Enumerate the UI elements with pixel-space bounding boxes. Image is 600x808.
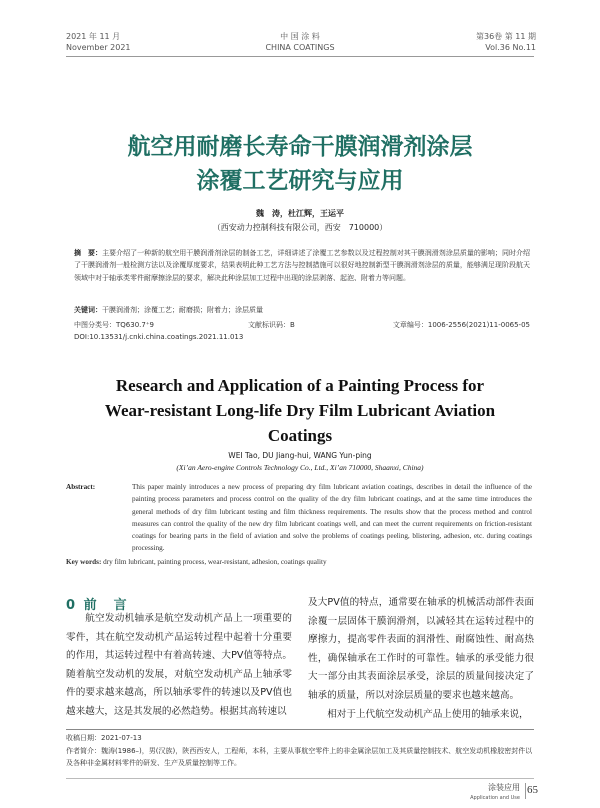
footer-divider (66, 778, 534, 779)
footer-section-brand (470, 783, 520, 803)
header-date-en: November 2021 (66, 43, 131, 52)
cn-affiliation: （西安动力控制科技有限公司，西安 710000） (212, 223, 388, 232)
en-keywords (66, 558, 532, 566)
page-number: 65 (527, 784, 538, 796)
header-journal-cn: 中 国 涂 料 (280, 32, 320, 41)
body-paragraph: 相对于上代航空发动机产品上使用的轴承来说， (327, 708, 529, 720)
cn-title-line2: 涂覆工艺研究与应用 (196, 168, 404, 194)
en-abstract (66, 481, 532, 555)
footer-brand-en: Application and Use (470, 795, 520, 801)
clc-number: 中图分类号：TQ630.7⁺9 (74, 321, 154, 329)
footer-separator (525, 783, 526, 799)
en-keywords-text: dry film lubricant, painting process, wear-resistant, adhesion, coatings quality (103, 558, 327, 566)
cn-abstract-label: 摘 要： (74, 249, 103, 257)
cn-abstract-text: 主要介绍了一种新的航空用干膜润滑剂涂层的制备工艺，详细讲述了涂覆工艺参数以及过程控制对其干膜润滑剂涂层质量的影响；同时介绍了干膜润滑剂一般检测方法以及涂覆厚度要求，结果表明此种工艺方法与控制措施可以很好地控制新型干膜润滑剂涂层的质量，能够满足现阶段航天领域中对于轴承类零件耐摩擦涂层的要求，解决此种涂层加工过程中出现的涂层剥落、起泡、附着力等问题。 (74, 249, 530, 282)
en-affiliation: (Xi’an Aero-engine Controls Technology Co., Ltd., Xi’an 710000, Shaanxi, China) (176, 463, 424, 472)
en-title-line2: Wear-resistant Long-life Dry Film Lubricant Aviation (104, 401, 496, 420)
en-title-line3: Coatings (267, 426, 333, 445)
article-number: 文章编号：1006-2556(2021)11-0065-05 (392, 321, 530, 329)
cn-authors: 魏 涛，杜江辉，王运平 (256, 209, 344, 218)
header-date-cn: 2021 年 11 月 (66, 32, 121, 41)
header-divider (66, 56, 534, 57)
en-abstract-label: Abstract: (66, 483, 96, 491)
cn-keywords (74, 305, 530, 315)
cn-title-line1: 航空用耐磨长寿命干膜润滑剂涂层 (127, 134, 473, 160)
header-volume-cn: 第36卷 第 11 期 (476, 32, 536, 41)
footnote-divider (66, 729, 534, 730)
cn-abstract (74, 247, 530, 284)
footer-brand-cn: 涂装应用 (488, 783, 520, 792)
en-title-line1: Research and Application of a Painting Process for (115, 376, 485, 395)
footnote-received: 收稿日期：2021-07-13 (66, 734, 142, 742)
en-authors: WEI Tao, DU Jiang-hui, WANG Yun-ping (228, 451, 372, 460)
en-title (0, 373, 600, 448)
cn-keywords-text: 干膜润滑剂；涂覆工艺；耐磨损；附着力；涂层质量 (102, 306, 263, 314)
body-left-column (66, 610, 292, 722)
body-right-column (308, 594, 534, 724)
section-heading-introduction: 0 前 言 (66, 598, 129, 613)
footnote-author-bio: 作者简介：魏涛(1986–)，男(汉族)，陕西西安人，工程师，本科，主要从事航空零件上的非金属涂层加工及其质量控制技术、航空发动机橡胶密封件以及各种非金属材料零件的研发、生产及质量控制等工作。 (66, 747, 533, 767)
header-journal-en: CHINA COATINGS (265, 43, 335, 52)
body-paragraph: 及大PV值的特点，通常要在轴承的机械活动部件表面涂覆一层固体干膜润滑剂，以减轻其在运转过程中的摩擦力，提高零件表面的润滑性、耐腐蚀性、耐高热性，确保轴承在工作时的可靠性。轴承的承受能力很大一部分由其表面涂层承受，涂层的质量间接决定了轴承的质量，所以对涂层质量的要求也越来越高。 (308, 597, 534, 701)
doi: DOI:10.13531/j.cnki.china.coatings.2021.11.013 (74, 333, 244, 341)
body-paragraph: 航空发动机轴承是航空发动机产品上一项重要的零件，其在航空发动机产品运转过程中起着十分重要的作用，其运转过程中有着高转速、大PV值等特点。随着航空发动机的发展，对航空发动机产品上轴承零件的要求越来越高，所以轴承零件的转速以及PV值也越来越大，这是其发展的必然趋势。根据其高转速以 (66, 613, 292, 717)
cn-keywords-label: 关键词： (74, 306, 102, 314)
cn-title (0, 130, 600, 198)
classification-row (74, 320, 530, 330)
header-volume-en: Vol.36 No.11 (485, 43, 536, 52)
header-volume (476, 31, 536, 53)
en-abstract-text: This paper mainly introduces a new process of preparing dry film lubricant aviation coatings, describes in detail the influence of the painting process parameters and process control on the quality of the dry film lubricant coatings, and at the same time introduces the general methods of dry film lubricant testing and film thickness requirements. The results show that the process method and control measures can control the quality of the new dry film lubricant coatings well, and can meet the current requirements on friction-resistant coatings for bearing parts in the field of aviation and solve the problems of coatings peeling, blistering, adhesion, etc. during coatings processing. (132, 483, 532, 553)
document-code: 文献标识码：B (248, 321, 295, 329)
en-keywords-label: Key words: (66, 558, 102, 566)
